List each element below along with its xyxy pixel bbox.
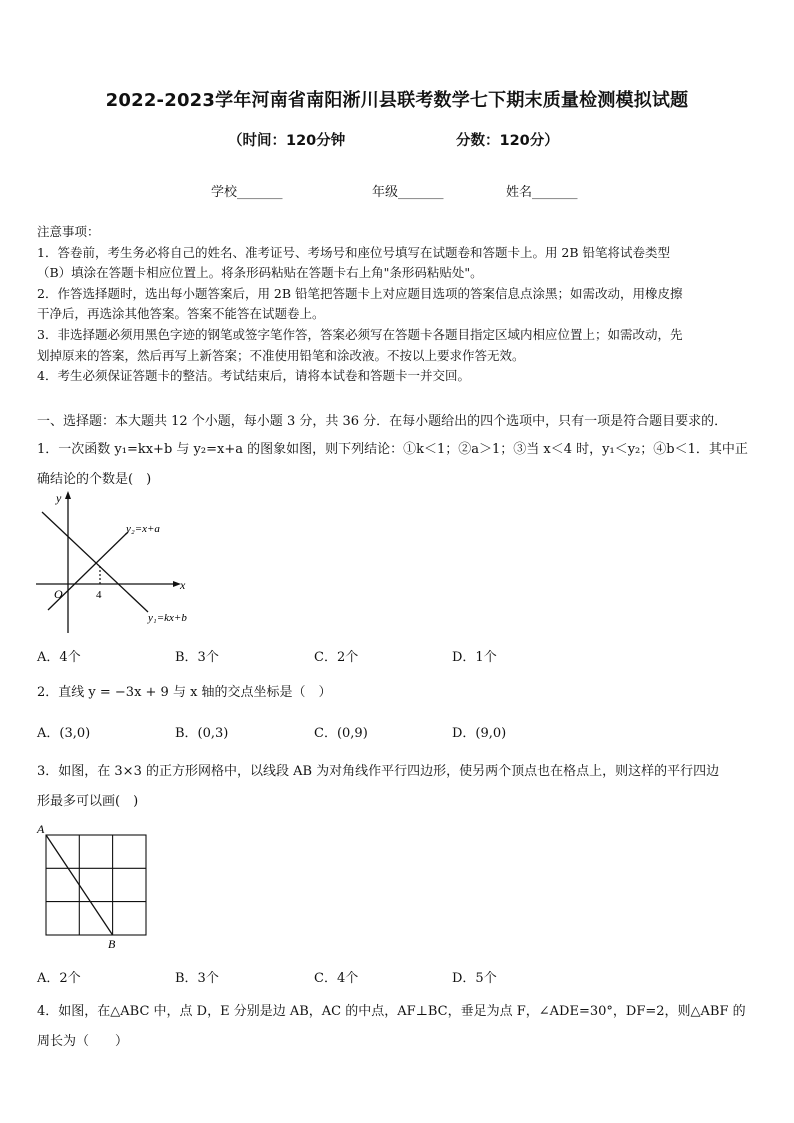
point-a-label: A	[37, 822, 45, 836]
q2-option-b: B．(0,3)	[175, 726, 229, 741]
notes-line: 2．作答选择题时，选出每小题答案后，用 2B 铅笔把答题卡上对应题目选项的答案信息点涂黑；如需改动，用橡皮擦	[37, 285, 683, 301]
q1-option-c: C．2个	[314, 650, 359, 665]
notes-line: 干净后，再选涂其他答案。答案不能答在试题卷上。	[37, 306, 325, 322]
notes-heading: 注意事项：	[37, 224, 100, 239]
q2-option-a: A．(3,0)	[37, 726, 91, 741]
q2-text: 2．直线 y = −3x + 9 与 x 轴的交点坐标是（ ）	[37, 685, 332, 700]
q3-grid-figure	[36, 820, 154, 952]
notes-line: 4．考生必须保证答题卡的整洁。考试结束后，请将本试卷和答题卡一并交回。	[37, 368, 470, 384]
q3-option-d: D．5个	[452, 971, 497, 986]
notes-line: （B）填涂在答题卡相应位置上。将条形码粘贴在答题卡右上角"条形码粘贴处"。	[37, 265, 483, 281]
school-field: 学校_______	[211, 185, 283, 200]
x-axis-label: x	[180, 578, 186, 592]
q2-option-c: C．(0,9)	[314, 726, 368, 741]
q1-option-a: A．4个	[37, 650, 81, 665]
exam-time: （时间：120分钟	[228, 133, 346, 149]
grade-field: 年级_______	[372, 185, 444, 200]
q1-figure	[30, 488, 220, 638]
q3-option-a: A．2个	[37, 971, 81, 986]
q4-text-line1: 4．如图，在△ABC 中，点 D，E 分别是边 AB，AC 的中点，AF⊥BC，垂足为点 F，∠ADE=30°，DF=2，则△ABF 的	[37, 1004, 746, 1019]
notes-block	[37, 222, 683, 387]
q1-text-line1: 1．一次函数 y₁=kx+b 与 y₂=x+a 的图象如图，则下列结论：①k＜1；②a＞1；③当 x＜4 时，y₁＜y₂；④b＜1．其中正	[37, 442, 748, 457]
q1-text-line2: 确结论的个数是( )	[37, 472, 152, 487]
point-b-label: B	[108, 937, 116, 951]
tick-4-label: 4	[96, 589, 102, 601]
q1-option-d: D．1个	[452, 650, 497, 665]
grid-lines	[46, 835, 146, 935]
q3-option-b: B．3个	[175, 971, 219, 986]
exam-score: 分数：120分）	[456, 133, 559, 149]
y-axis-arrow	[65, 491, 71, 499]
q3-text-line2: 形最多可以画( )	[37, 794, 139, 809]
name-field: 姓名_______	[506, 185, 578, 200]
notes-line: 3．非选择题必须用黑色字迹的钢笔或签字笔作答，答案必须写在答题卡各题目指定区域内相应位置上；如需改动，先	[37, 326, 683, 342]
notes-line: 1．答卷前，考生务必将自己的姓名、准考证号、考场号和座位号填写在试题卷和答题卡上。用 2B 铅笔将试卷类型	[37, 244, 671, 260]
line-y1-label: y₁=kx+b	[148, 612, 187, 624]
origin-label: O	[54, 587, 63, 601]
line-y2-label: y₂=x+a	[126, 523, 160, 535]
notes-line: 划掉原来的答案，然后再写上新答案；不准使用铅笔和涂改液。不按以上要求作答无效。	[37, 347, 525, 363]
section-heading: 一、选择题：本大题共 12 个小题，每小题 3 分，共 36 分．在每小题给出的四个选项中，只有一项是符合题目要求的．	[37, 414, 728, 429]
y-axis-label: y	[56, 491, 62, 505]
q4-text-line2: 周长为（ ）	[37, 1034, 129, 1049]
q1-option-b: B．3个	[175, 650, 219, 665]
q3-text-line1: 3．如图，在 3×3 的正方形网格中，以线段 AB 为对角线作平行四边形，使另两个顶点也在格点上，则这样的平行四边	[37, 764, 720, 779]
page-title: 2022-2023学年河南省南阳淅川县联考数学七下期末质量检测模拟试题	[105, 90, 689, 111]
q2-option-d: D．(9,0)	[452, 726, 507, 741]
q3-option-c: C．4个	[314, 971, 359, 986]
